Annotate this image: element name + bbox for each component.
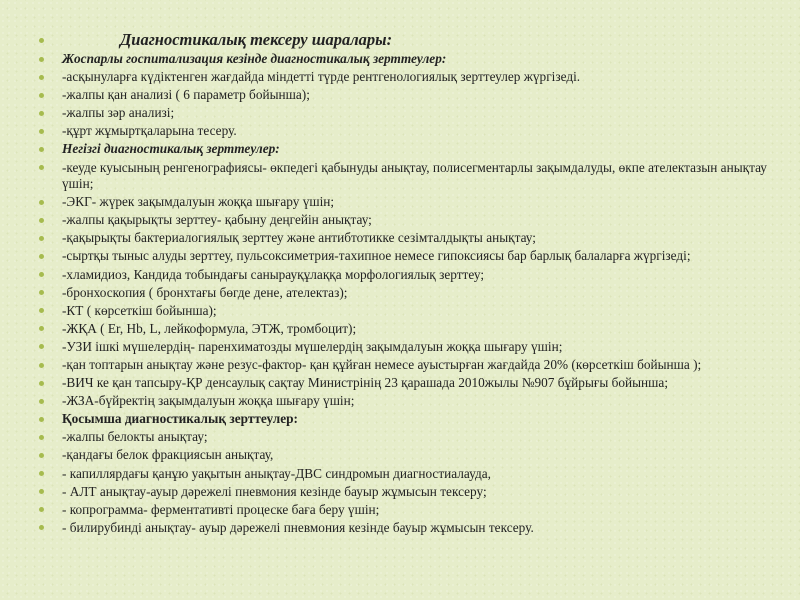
list-item: -жалпы қақырықты зерттеу- қабыну деңгейін анықтау; [38, 212, 783, 229]
list-item: - капиллярдағы қанұю уақытын анықтау-ДВС синдромын диагностиалауда, [38, 466, 783, 483]
slide-title: Диагностикалық тексеру шаралары: [38, 30, 783, 50]
bullet-dot-icon [39, 471, 44, 476]
bullet-dot-icon [39, 308, 44, 313]
bullet-dot-icon [39, 344, 44, 349]
list-item: -хламидиоз, Кандида тобындағы санырауқұлаққа морфологиялық зерттеу; [38, 267, 783, 284]
list-item: -құрт жұмыртқаларына тесеру. [38, 123, 783, 140]
list-item: -жалпы белокты анықтау; [38, 429, 783, 446]
list-item: -асқынуларға күдіктенген жағдайда міндетті түрде рентгенологиялық зерттеулер жүргізеді. [38, 69, 783, 86]
list-item: -қандағы белок фракциясын анықтау, [38, 447, 783, 464]
bullet-dot-icon [39, 218, 44, 223]
bullet-dot-icon [39, 165, 44, 170]
bullet-dot-icon [39, 75, 44, 80]
section-heading-main: Негізгі диагностикалық зерттеулер: [38, 141, 783, 158]
bullet-dot-icon [39, 381, 44, 386]
bullet-dot-icon [39, 525, 44, 530]
list-item: - АЛТ анықтау-ауыр дәрежелі пневмония кезінде бауыр жұмысын тексеру; [38, 484, 783, 501]
bullet-dot-icon [39, 57, 44, 62]
list-item: -бронхоскопия ( бронхтағы бөгде дене, ателектаз); [38, 285, 783, 302]
bullet-dot-icon [39, 236, 44, 241]
bullet-dot-icon [39, 129, 44, 134]
bullet-dot-icon [39, 326, 44, 331]
bullet-dot-icon [39, 272, 44, 277]
list-item: -қақырықты бактериалогиялық зерттеу және антибтотикке сезімталдықты анықтау; [38, 230, 783, 247]
list-item: -УЗИ ішкі мүшелердің- паренхиматозды мүшелердің зақымдалуын жоққа шығару үшін; [38, 339, 783, 356]
list-item: -ЭКГ- жүрек зақымдалуын жоққа шығару үшін; [38, 194, 783, 211]
bullet-dot-icon [39, 489, 44, 494]
list-item: -КТ ( көрсеткіш бойынша); [38, 303, 783, 320]
bullet-dot-icon [39, 399, 44, 404]
bullet-dot-icon [39, 417, 44, 422]
list-item: -кеуде куысының ренгенографиясы- өкпедегі қабынуды анықтау, полисегментарлы зақымдалуды, өкпе ателектазын анықтау үшін; [38, 160, 783, 193]
section-heading-planned: Жоспарлы госпитализация кезінде диагностикалық зерттеулер: [38, 51, 783, 68]
list-item: -ВИЧ ке қан тапсыру-ҚР денсаулық сақтау Министрінің 23 қарашада 2010жылы №907 бұйрығы бойынша; [38, 375, 783, 392]
bullet-dot-icon [39, 111, 44, 116]
list-item: - копрограмма- ферментативті процеске баға беру үшін; [38, 502, 783, 519]
list-item: -сыртқы тыныс алуды зерттеу, пульсоксиметрия-тахипное немесе гипоксиясы бар барлық балаларға жүргізеді; [38, 248, 783, 265]
list-item: -жалпы зәр анализі; [38, 105, 783, 122]
list-item: -қан топтарын анықтау және резус-фактор- қан құйған немесе ауыстырған жағдайда 20% (көрсеткіш бойынша ); [38, 357, 783, 374]
list-item: -жалпы қан анализі ( 6 параметр бойынша); [38, 87, 783, 104]
bullet-dot-icon [39, 147, 44, 152]
bullet-dot-icon [39, 200, 44, 205]
bullet-dot-icon [39, 254, 44, 259]
bullet-dot-icon [39, 435, 44, 440]
bullet-dot-icon [39, 453, 44, 458]
bullet-dot-icon [39, 38, 44, 43]
bullet-dot-icon [39, 290, 44, 295]
list-item: -ЖЗА-бүйректің зақымдалуын жоққа шығару үшін; [38, 393, 783, 410]
bullet-list [38, 30, 783, 536]
bullet-dot-icon [39, 363, 44, 368]
slide-content [38, 30, 783, 538]
bullet-dot-icon [39, 507, 44, 512]
bullet-dot-icon [39, 93, 44, 98]
list-item: - билирубинді анықтау- ауыр дәрежелі пневмония кезінде бауыр жұмысын тексеру. [38, 520, 783, 537]
list-item: -ЖҚА ( Er, Hb, L, лейкоформула, ЭТЖ, тромбоцит); [38, 321, 783, 338]
section-heading-additional: Қосымша диагностикалық зерттеулер: [38, 411, 783, 428]
